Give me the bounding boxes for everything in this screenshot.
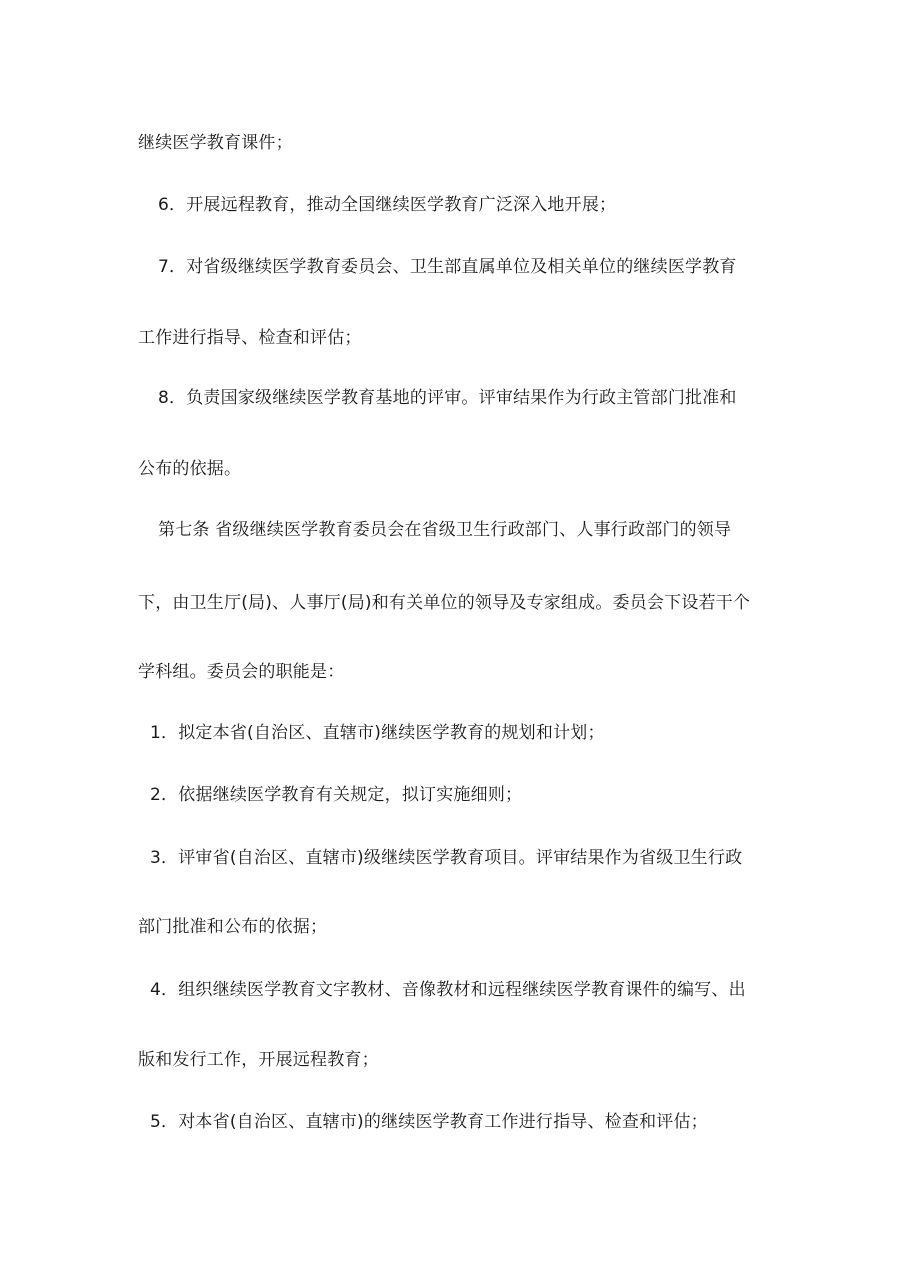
list-item-1: 1．拟定本省(自治区、直辖市)继续医学教育的规划和计划；	[150, 723, 605, 743]
list-item-7: 7．对省级继续医学教育委员会、卫生部直属单位及相关单位的继续医学教育	[158, 257, 737, 277]
list-item-5: 5．对本省(自治区、直辖市)的继续医学教育工作进行指导、检查和评估；	[150, 1112, 708, 1132]
article-seven-heading-line: 第七条 省级继续医学教育委员会在省级卫生行政部门、人事行政部门的领导	[158, 520, 732, 540]
list-item-7-continuation: 工作进行指导、检查和评估；	[138, 328, 362, 348]
list-item-2: 2．依据继续医学教育有关规定，拟订实施细则；	[150, 785, 523, 805]
text-line-continuation: 继续医学教育课件；	[138, 133, 293, 153]
article-seven-line-3: 学科组。委员会的职能是：	[138, 662, 345, 682]
article-seven-line-2: 下，由卫生厅(局)、人事厅(局)和有关单位的领导及专家组成。委员会下设若干个	[138, 593, 751, 613]
list-item-3: 3．评审省(自治区、直辖市)级继续医学教育项目。评审结果作为省级卫生行政	[150, 848, 743, 868]
list-item-4-continuation: 版和发行工作，开展远程教育；	[138, 1050, 379, 1070]
list-item-8-continuation: 公布的依据。	[138, 459, 242, 479]
list-item-3-continuation: 部门批准和公布的依据；	[138, 917, 328, 937]
list-item-8: 8．负责国家级继续医学教育基地的评审。评审结果作为行政主管部门批准和	[158, 388, 737, 408]
list-item-4: 4．组织继续医学教育文字教材、音像教材和远程继续医学教育课件的编写、出	[150, 980, 746, 1000]
list-item-6: 6．开展远程教育，推动全国继续医学教育广泛深入地开展；	[158, 195, 617, 215]
